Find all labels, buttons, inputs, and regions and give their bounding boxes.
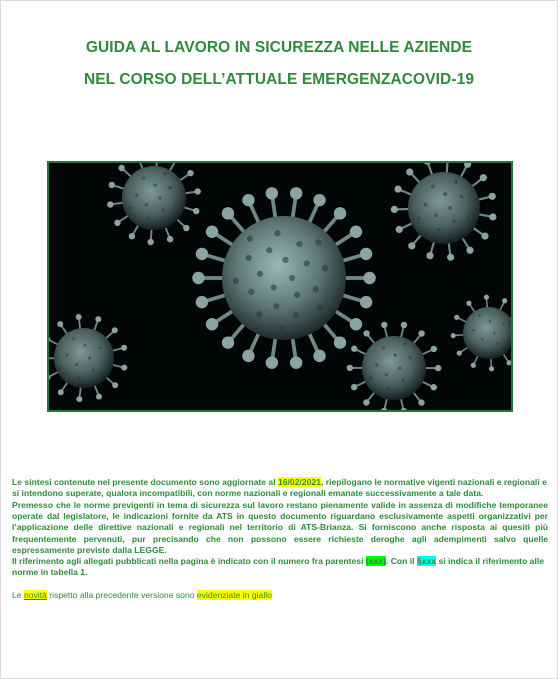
intro-p1-text-before: Le sintesi contenute nel presente documento sono aggiornate al [12, 477, 278, 487]
attachments-note-before: Il riferimento agli allegati pubblicati nella pagina è indicato con il numero fra parentesi [12, 556, 366, 566]
novelty-note-middle: rispetto alla precedente versione sono [46, 590, 197, 600]
attachment-number-example: (xxx) [365, 556, 386, 566]
novelty-note [12, 590, 548, 601]
document-title-line-1: GUIDA AL LAVORO IN SICUREZZA NELLE AZIENDE [85, 39, 473, 56]
yellow-highlight-example: evidenziate in giallo [196, 590, 272, 600]
attachments-note-middle: . Con il [385, 556, 417, 566]
norm-reference-example: §xxx [416, 556, 437, 566]
intro-p1-text-after: , riepilogano le normative vigenti nazionali e regionali e si intendono superate, qualora incompatibili, con norme nazionali e regionali emanate successivamente a tale data. [12, 477, 547, 499]
coronavirus-illustration [49, 163, 511, 410]
novelty-note-before: Le [12, 590, 24, 600]
attachments-note [12, 556, 548, 578]
attachments-note-after: si indica il riferimento alle norme in tabella 1. [12, 556, 545, 578]
update-date-highlight: 16/02/2021 [277, 477, 321, 487]
coronavirus-image [47, 161, 513, 412]
document-title-line-2: NEL CORSO DELL’ATTUALE EMERGENZACOVID-19 [83, 71, 475, 88]
novelty-word: novità [23, 590, 47, 600]
intro-paragraph-2: Premesso che le norme previgenti in tema di sicurezza sul lavoro restano pienamente valide in assenza di modifiche temporanee operate dal legislatore, le indicazioni fornite da ATS in questo documento riguardano esclusivamente aspetti organizzativi per l’applicazione delle direttive nazionali e regionali nel territorio di ATS-Brianza. Si forniscono anche risposta ai quesiti più frequentemente pervenuti, pur precisando che non possono essere richieste deroghe agli adempimenti salvo quelle espressamente previste dalla LEGGE. [12, 500, 548, 555]
intro-paragraph-1 [12, 477, 548, 499]
